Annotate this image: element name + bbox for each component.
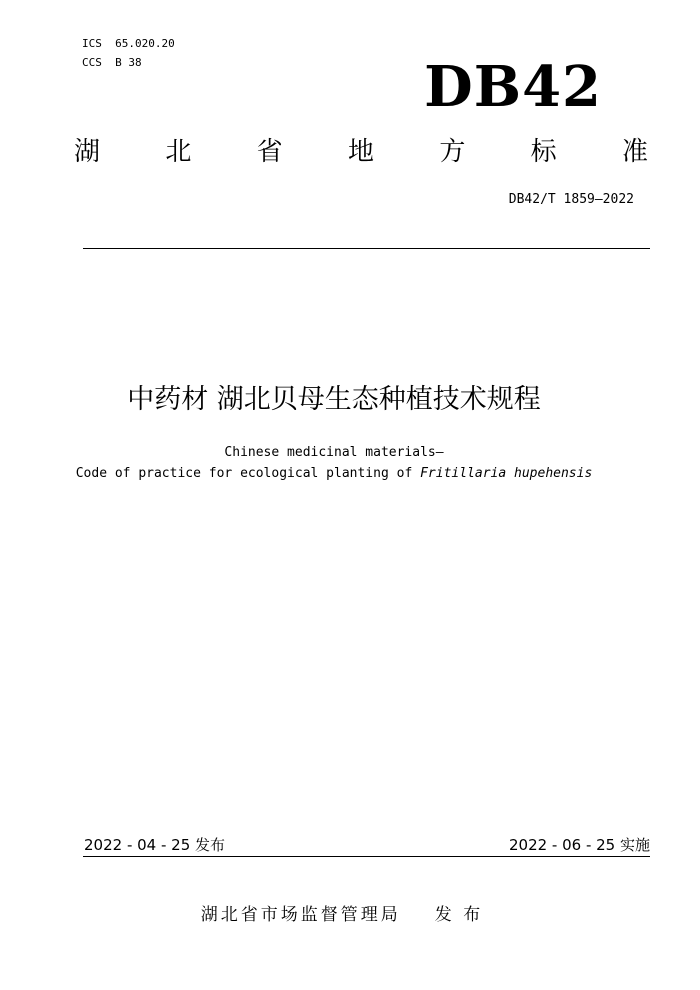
standard-type-char: 方	[439, 137, 466, 167]
chinese-title: 中药材 湖北贝母生态种植技术规程	[127, 384, 541, 415]
english-title-line-2	[0, 463, 668, 484]
ics-code: ICS 65.020.20	[82, 37, 175, 50]
standard-type-char: 准	[621, 137, 648, 167]
date-row	[84, 835, 650, 855]
standard-type-char: 地	[347, 137, 374, 167]
release-date: 2022 - 04 - 25 发布	[84, 836, 226, 854]
issuer-line	[0, 903, 700, 927]
standard-type-char: 湖	[74, 137, 101, 167]
standard-type-char: 省	[256, 137, 283, 167]
standard-type-char: 标	[530, 137, 557, 167]
issue-action: 发 布	[434, 905, 484, 925]
standard-type-heading	[74, 134, 648, 170]
english-title-prefix: Code of practice for ecological planting of	[75, 466, 421, 481]
species-latin-name: Fritillaria hupehensis	[420, 466, 593, 481]
standard-mark: DB42	[424, 54, 602, 120]
ccs-code: CCS B 38	[82, 56, 142, 69]
issuing-authority: 湖北省市场监督管理局	[200, 905, 401, 925]
english-title	[0, 442, 700, 484]
standard-type-char: 北	[165, 137, 192, 167]
footer-divider	[83, 856, 650, 857]
english-title-line-1: Chinese medicinal materials—	[224, 445, 444, 460]
implementation-date: 2022 - 06 - 25 实施	[508, 836, 650, 854]
standard-number: DB42/T 1859—2022	[508, 192, 634, 207]
classification-codes	[82, 34, 175, 72]
header-divider	[83, 248, 650, 249]
